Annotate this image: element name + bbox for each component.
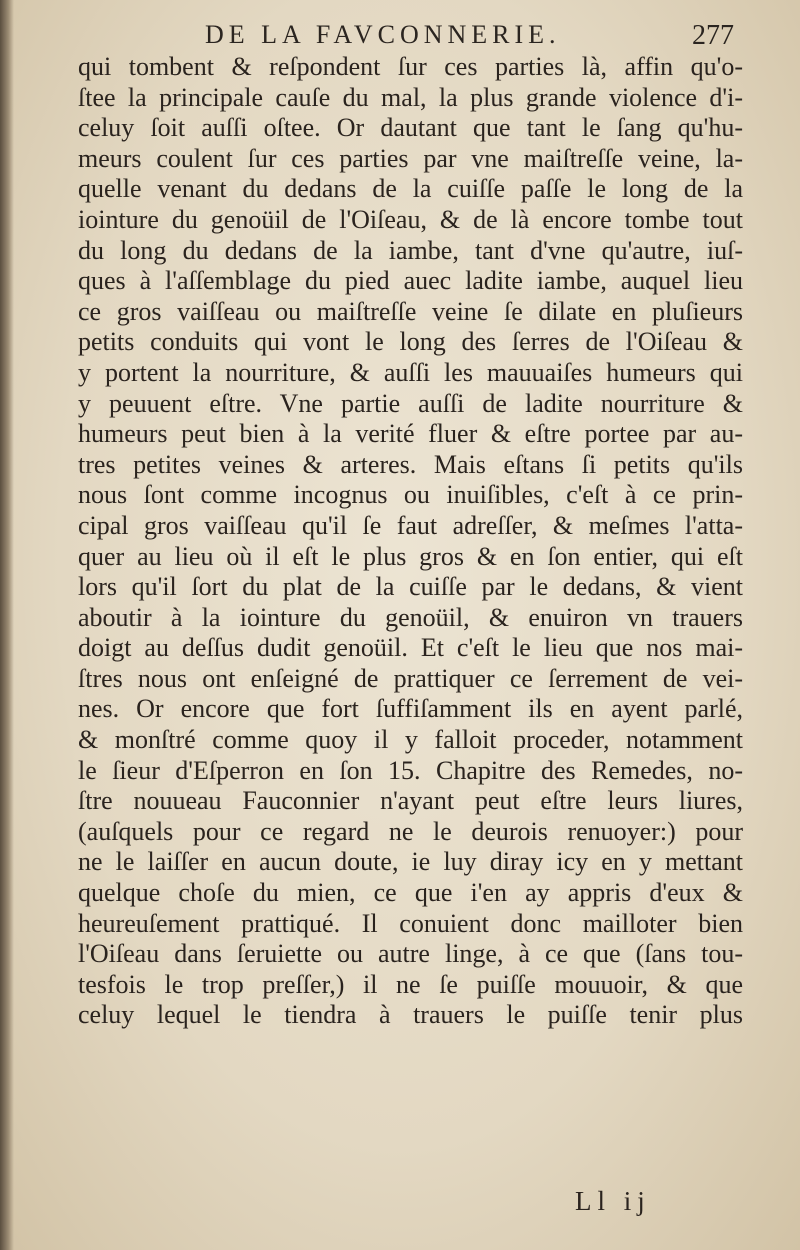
text-line: quelle venant du dedans de la cuiſſe paſſe le long de la bbox=[78, 174, 743, 204]
text-line: cipal gros vaiſſeau qu'il ſe faut adreſſer, & meſmes l'atta- bbox=[78, 510, 743, 540]
text-line: meurs coulent ſur ces parties par vne maiſtreſſe veine, la- bbox=[78, 143, 743, 173]
text-line: nous ſont comme incognus ou inuiſibles, c'eſt à ce prin- bbox=[78, 480, 743, 510]
text-line: doigt au deſſus dudit genoüil. Et c'eſt le lieu que nos mai- bbox=[78, 633, 743, 663]
text-line: y portent la nourriture, & auſſi les mauuaiſes humeurs qui bbox=[78, 357, 743, 387]
text-line: aboutir à la iointure du genoüil, & enuiron vn trauers bbox=[78, 602, 743, 632]
text-line: qui tombent & reſpondent ſur ces parties là, affin qu'o- bbox=[78, 52, 743, 81]
text-line: du long du dedans de la iambe, tant d'vne qu'autre, iuſ- bbox=[78, 235, 743, 265]
text-line: y peuuent eſtre. Vne partie auſſi de ladite nourriture & bbox=[78, 388, 743, 418]
text-line: ne le laiſſer en aucun doute, ie luy diray icy en y mettant bbox=[78, 847, 743, 877]
signature-mark: Ll ij bbox=[575, 1186, 651, 1216]
text-line: quelque choſe du mien, ce que i'en ay appris d'eux & bbox=[78, 878, 743, 908]
text-line: celuy lequel le tiendra à trauers le puiſſe tenir plus bbox=[78, 1000, 743, 1030]
text-line: ſtre nouueau Fauconnier n'ayant peut eſtre leurs liures, bbox=[78, 786, 743, 816]
text-line: tres petites veines & arteres. Mais eſtans ſi petits qu'ils bbox=[78, 449, 743, 479]
text-line: le ſieur d'Eſperron en ſon 15. Chapitre des Remedes, no- bbox=[78, 755, 743, 785]
text-line: nes. Or encore que fort ſuffiſamment ils en ayent parlé, bbox=[78, 694, 743, 724]
text-line: lors qu'il ſort du plat de la cuiſſe par le dedans, & vient bbox=[78, 572, 743, 602]
page-gutter-shadow bbox=[0, 0, 14, 1250]
text-line: ce gros vaiſſeau ou maiſtreſſe veine ſe dilate en pluſieurs bbox=[78, 296, 743, 326]
text-line: celuy ſoit auſſi oſtee. Or dautant que tant le ſang qu'hu- bbox=[78, 113, 743, 143]
text-line: iointure du genoüil de l'Oiſeau, & de là encore tombe tout bbox=[78, 204, 743, 234]
text-line: quer au lieu où il eſt le plus gros & en ſon entier, qui eſt bbox=[78, 541, 743, 571]
text-line: l'Oiſeau dans ſeruiette ou autre linge, à ce que (ſans tou- bbox=[78, 939, 743, 969]
text-line: ſtres nous ont enſeigné de prattiquer ce ſerrement de vei- bbox=[78, 663, 743, 693]
page-number: 277 bbox=[692, 20, 734, 51]
text-line: ques à l'aſſemblage du pied auec ladite iambe, auquel lieu bbox=[78, 266, 743, 296]
text-line: tesfois le trop preſſer,) il ne ſe puiſſe mouuoir, & que bbox=[78, 969, 743, 999]
text-line: humeurs peut bien à la verité fluer & eſtre portee par au- bbox=[78, 419, 743, 449]
text-line: (auſquels pour ce regard ne le deurois renuoyer:) pour bbox=[78, 816, 743, 846]
running-head bbox=[0, 14, 800, 54]
running-head-title: DE LA FAVCONNERIE. bbox=[205, 20, 561, 49]
text-line: & monſtré comme quoy il y falloit proceder, notamment bbox=[78, 725, 743, 755]
text-line: petits conduits qui vont le long des ſerres de l'Oiſeau & bbox=[78, 327, 743, 357]
text-line: ſtee la principale cauſe du mal, la plus grande violence d'i- bbox=[78, 82, 743, 112]
body-text bbox=[78, 52, 743, 1031]
text-line: heureuſement prattiqué. Il conuient donc mailloter bien bbox=[78, 908, 743, 938]
